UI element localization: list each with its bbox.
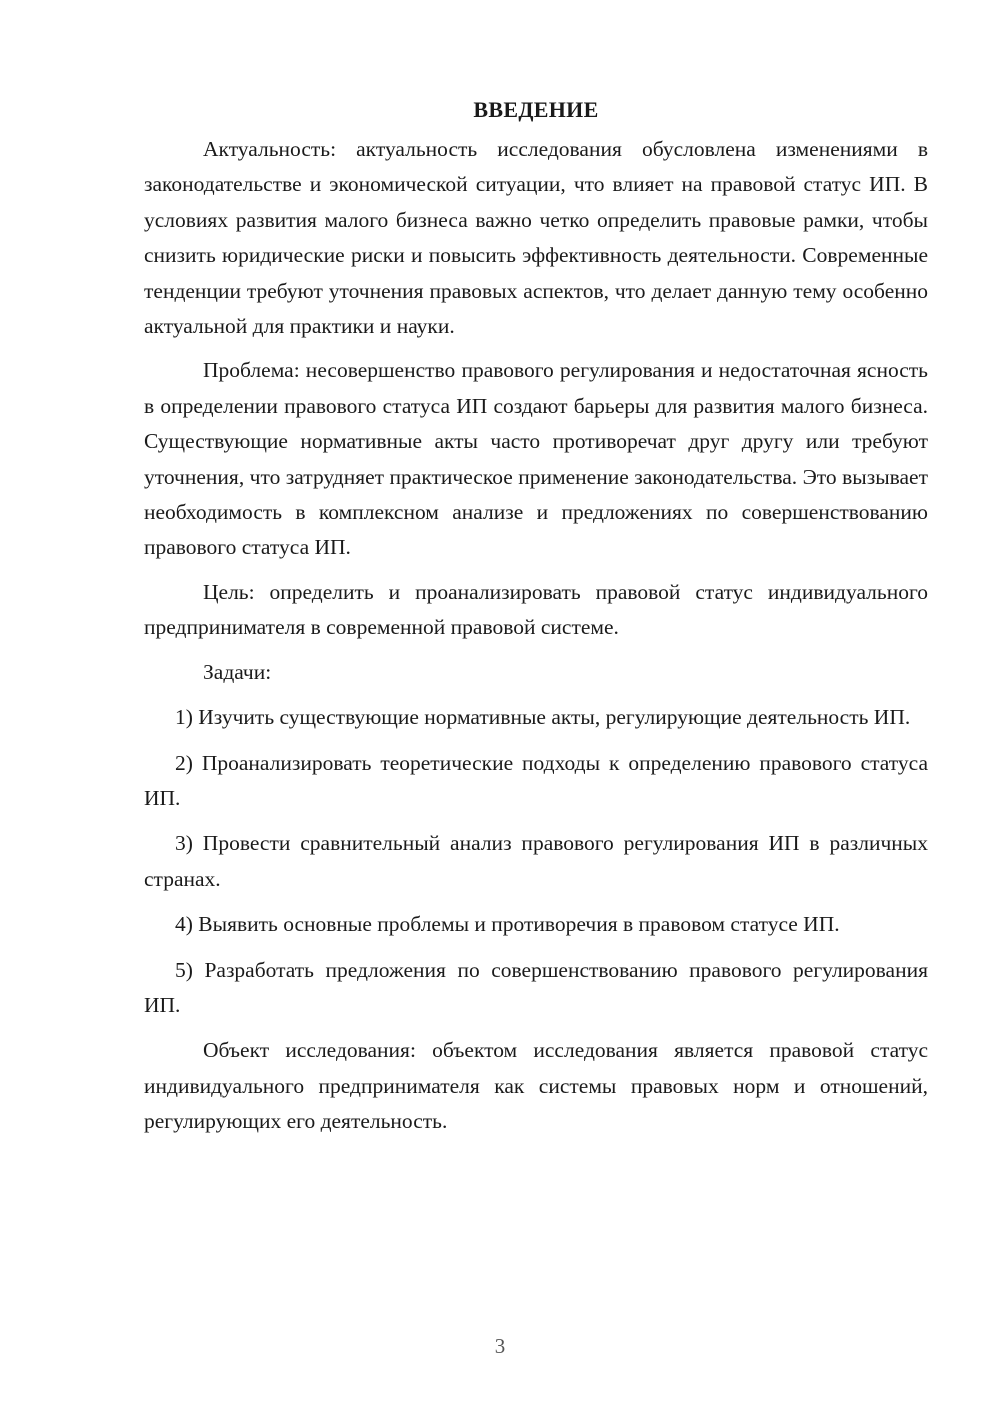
list-item: 1) Изучить существующие нормативные акты, регулирующие деятельность ИП. <box>175 705 911 730</box>
page-number: 3 <box>494 1334 506 1358</box>
tasks-list <box>144 700 928 1023</box>
list-item: 3) Провести сравнительный анализ правового регулирования ИП в различных странах. <box>144 831 928 891</box>
list-item: 2) Проанализировать теоретические подходы к определению правового статуса ИП. <box>144 750 928 810</box>
paragraph-object: Объект исследования: объектом исследования является правовой статус индивидуального предпринимателя как системы правовых норм и отношений, регулирующих его деятельность. <box>144 1038 928 1134</box>
paragraph-goal: Цель: определить и проанализировать правовой статус индивидуального предпринимателя в современной правовой системе. <box>144 579 928 640</box>
list-item: 5) Разработать предложения по совершенствованию правового регулирования ИП. <box>144 957 928 1017</box>
tasks-heading: Задачи: <box>203 659 272 684</box>
list-item: 4) Выявить основные проблемы и противоречия в правовом статусе ИП. <box>175 912 840 937</box>
paragraph-relevance: Актуальность: актуальность исследования обусловлена изменениями в законодательстве и экономической ситуации, что влияет на правовой статус ИП. В условиях развития малого бизнеса важно четко определить правовые рамки, чтобы снизить юридические риски и повысить эффективность деятельности. Современные тенденции требуют уточнения правовых аспектов, что делает данную тему особенно актуальной для практики и науки. <box>144 137 928 339</box>
paragraph-problem: Проблема: несовершенство правового регулирования и недостаточная ясность в определении правового статуса ИП создают барьеры для развития малого бизнеса. Существующие нормативные акты часто противоречат друг другу или требуют уточнения, что затрудняет практическое применение законодательства. Это вызывает необходимость в комплексном анализе и предложениях по совершенствованию правового статуса ИП. <box>144 358 928 560</box>
document-page <box>144 92 928 1140</box>
page-title: ВВЕДЕНИЕ <box>473 97 599 122</box>
